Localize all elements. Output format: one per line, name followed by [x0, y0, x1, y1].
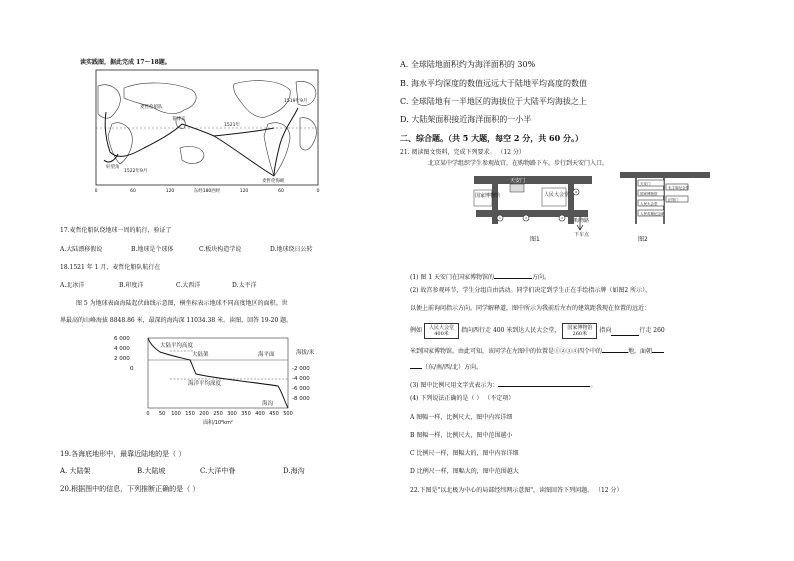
q22-stem: 22.下图是"以北极为中心的局部经纬网示意图"，读图回答下列问题。 （12 分）	[410, 487, 623, 494]
curve-label-trench: 海沟	[262, 401, 274, 407]
map-tick: 0	[316, 189, 320, 194]
x-axis-label: 面积/10⁶km²	[203, 420, 233, 426]
curve-label-avg-depth: 海洋平均深度	[188, 381, 222, 387]
q21-part4-option-d: D 比例尺一样，图幅大的，图中范围越大	[410, 468, 519, 475]
x-tick: 500	[283, 411, 293, 417]
curve-label-avg-height: 大陆平均高度	[160, 343, 194, 349]
q18-option-a: A.北冰洋	[60, 282, 85, 289]
fig1-caption: 图1	[530, 236, 540, 243]
y-tick: -4 000	[292, 376, 310, 382]
x-tick: 400	[255, 411, 265, 417]
q21-part1-blank[interactable]	[494, 270, 532, 279]
q18-option-d: D.太平洋	[232, 282, 257, 289]
q21-caption: 北京某中学组织学生参观故宫，在购物路下车，步行到天安门入口。	[428, 160, 609, 167]
x-tick: 0	[146, 411, 150, 417]
curve-label-shelf: 大陆架	[192, 352, 209, 358]
q21-part2-position-blank[interactable]	[602, 344, 628, 353]
fig1-label-dropoff: 下车点	[574, 232, 590, 238]
x-tick: 150	[185, 411, 195, 417]
y-tick: -8 000	[292, 396, 310, 402]
x-tick: 350	[241, 411, 251, 417]
fig2-sign-zhengyang: 正阳门	[668, 198, 679, 202]
x-tick: 100	[171, 411, 181, 417]
x-tick: 50	[158, 411, 166, 417]
q17-stem: 17.麦哲伦船队绕地球一周的航行，验证了	[60, 227, 172, 234]
hypsometric-curve-figure	[112, 334, 340, 426]
q21-part3-blank[interactable]	[498, 378, 590, 387]
fig2-sign-hall: 人民大会堂	[640, 202, 658, 206]
q18-stem: 18.1521 年 1 月，麦哲伦船队航行在	[60, 264, 161, 271]
q21-part3: (3) 图中比例尺用文字式表示为： 。	[410, 378, 596, 389]
svg-text:4: 4	[575, 190, 577, 194]
q21-part2-line2: 以便上前询问指示方向。同学解释道，图中所示为我前后左右的建筑距我现在位置的远近：	[410, 305, 651, 312]
q18-option-c: C.大西洋	[176, 282, 201, 289]
q21-part4-option-b: B 图幅一样，比例尺大，图中范围越小	[410, 432, 513, 439]
fig2-sign-museum: 国家博物馆	[640, 192, 658, 196]
x-tick: 250	[213, 411, 223, 417]
fig1-label-hall: 人民大会堂	[544, 192, 570, 198]
map-label-strait: 麦哲伦海峡	[262, 179, 285, 184]
svg-text:2: 2	[525, 216, 527, 220]
q19-option-b: B.大陆坡	[137, 467, 166, 475]
fig2-caption: 图2	[638, 236, 648, 243]
x-tick: 300	[227, 411, 237, 417]
q17-option-b: B.地球是个球体	[131, 246, 174, 253]
x-tick: 200	[199, 411, 209, 417]
q17-option-a: A.大陆漂移假说	[60, 246, 103, 253]
q19-option-c: C.大洋中脊	[200, 467, 236, 475]
q21-part2-line3: 例如 人民大会堂 400米 指向西行走 400 米到达人民大会堂， 国家博物馆 260米 指向 行走 260	[410, 325, 665, 337]
q21-stem: 21. 阅读图文资料，完成下列要求。 （12 分）	[400, 149, 525, 156]
q21-part2-line1: (2) 故宫参观环节，学生分组自由活动。同学们决定到学生正在手绘指示牌（如图2 所示），	[410, 287, 652, 294]
y-tick: 6 000	[114, 336, 130, 342]
q21-part2-line4: 米到国家博物馆。由此可知，该同学在左图中的位置是①②③④四个中的 地，面朝	[410, 344, 664, 355]
map-tick: 0	[94, 189, 98, 194]
q20-stem: 20.根据图中的信息，下列推断正确的是（ ）	[60, 485, 200, 493]
y-axis-label: 海拔/米	[296, 350, 315, 356]
map-tick: 60	[278, 189, 284, 194]
fig2-sign-tiananmen: 天安门	[640, 182, 651, 186]
fig2-sign-monument: 人民英雄纪念碑	[640, 212, 665, 216]
q21-part2-facing-blank[interactable]	[652, 344, 664, 353]
q20-option-d: D. 大陆架面积接近海洋面积的一小半	[400, 115, 532, 124]
q20-option-b: B. 海水平均深度的数值远远大于陆地平均高度的数值	[400, 79, 587, 88]
y-tick: -6 000	[292, 386, 310, 392]
x-tick: 450	[269, 411, 279, 417]
map-label-philippines: 菲律宾	[172, 117, 186, 122]
fig1-label-museum: 国家博物馆	[475, 193, 501, 199]
map-label-cape: 好望角	[106, 165, 120, 170]
figure-1-tiananmen-map	[470, 170, 610, 244]
q19-option-d: D.海沟	[283, 467, 305, 475]
fig1-label-tiananmen: 天安门	[510, 178, 526, 184]
map-label-1521: 1521年	[224, 123, 240, 128]
fig5-text-line2: 界最高的山峰海拔 8848.86 米，最深的海沟深 11034.38 米。读图，回答 19-20 题。	[60, 317, 293, 324]
y-tick: 4 000	[114, 346, 130, 352]
map-label-1519: 1519年9月	[284, 99, 308, 104]
q18-option-b: B.印度洋	[119, 282, 144, 289]
q21-part1: (1) 图 1 天安门在国家博物馆的 方向。	[410, 270, 550, 281]
q17-option-c: C.板块构造学说	[199, 246, 242, 253]
fig5-text-line1: 图 5 为地球表面海陆起伏曲线示意图，横坐标表示地球不同高度地区的面积。世	[76, 300, 288, 307]
map-tick: 60	[130, 189, 136, 194]
map-tick: 120	[239, 189, 249, 194]
y-tick: -2 000	[292, 366, 310, 372]
map-tick: 120	[165, 189, 175, 194]
q21-part2-line5: （东/南/西/北）方向。	[410, 360, 482, 371]
fig1-label-road: 购物路	[574, 218, 590, 224]
q19-option-a: A. 大陆架	[60, 467, 91, 475]
map-label-1522: 1522年9月	[124, 169, 148, 174]
sign-museum-box: 国家博物馆 260米	[562, 323, 597, 339]
curve-label-sea-level: 海平面	[258, 352, 275, 358]
map-label-magellan-fleet: 麦哲伦船队	[140, 105, 163, 110]
q21-part4-option-c: C 比例尺一样，图幅大的，图中内容详细	[410, 450, 519, 457]
sign-example-box: 人民大会堂 400米	[424, 323, 459, 339]
q19-stem: 19.各海底地形中，最靠近陆地的是（ ）	[60, 450, 186, 458]
svg-text:3: 3	[561, 216, 563, 220]
figure-2-signpost	[612, 164, 712, 246]
world-map-figure	[84, 68, 334, 196]
q21-part4: (4) 下列说法正确的是（ ） （不定项）	[410, 395, 515, 402]
y-tick: 0	[130, 366, 134, 372]
q21-part4-option-a: A 图幅一样，比例尺大，图中内容详细	[410, 414, 513, 421]
map-intro: 读实践图，据此完成 17～18题。	[80, 59, 171, 66]
q17-option-d: D.地球绕日公转	[270, 246, 313, 253]
map-tick-lon-label: 东经180西经	[193, 189, 221, 194]
fig2-sign-memorial: 毛主席纪念堂	[668, 186, 689, 190]
q21-part2-direction-blank[interactable]	[611, 327, 639, 336]
section-2-heading: 二、综合题。（共 5 大题，每空 2 分，共 60 分。）	[400, 133, 583, 143]
svg-text:1: 1	[499, 216, 501, 220]
y-tick: 2 000	[114, 356, 130, 362]
q20-option-a: A. 全球陆地面积约为海洋面积的 30%	[400, 60, 536, 69]
q20-option-c: C. 全球陆地有一半地区的海拔位于大陆平均海拔之上	[400, 97, 587, 106]
